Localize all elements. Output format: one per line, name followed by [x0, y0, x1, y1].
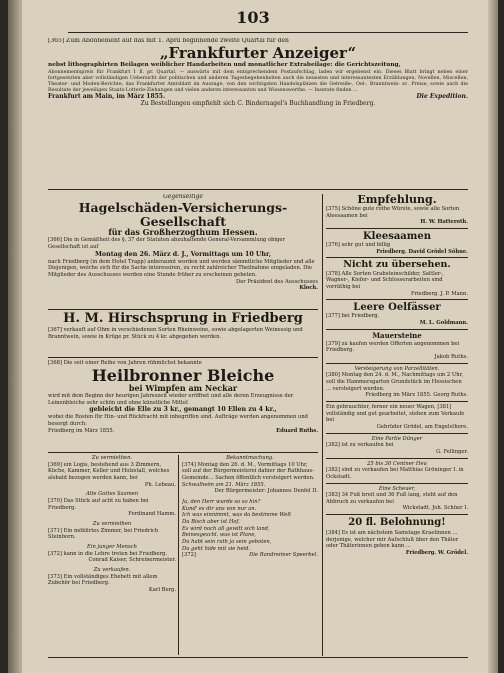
- bleiche-body: wird mit dem Beginn der heurigen Jahreszeit wieder eröffnet und alle deren Erzeugnisse der Leinenbleiche sehr schön und ohne künstliche Mittel: [48, 393, 294, 406]
- scheuer-title: Eine Scheuer,: [378, 485, 416, 492]
- mauersteine-body: [379] zu kaufen werden Offerten angenommen bei Friedberg.: [326, 340, 460, 354]
- divider-1: [48, 309, 318, 310]
- versteigerung-body: [380] Montag den 24. d. M., Nachmittags um 2 Uhr, soll die Hammersgarten Grundstück im Hessischen ... versteigert werden.: [326, 372, 464, 392]
- hirschsprung-title: H. M. Hirschsprung in Friedberg: [63, 312, 303, 326]
- frankfurter-anzeiger-ad: [48, 38, 468, 188]
- poem-number: [372]: [182, 552, 196, 559]
- heu-body: [382] sind zu verkaufen bei Matthias Gröninger I. in Ockstadt.: [326, 467, 464, 480]
- insurance-body: [366] Die in Gemäßheit des §. 37 der Statuten abzuhaltende General-Versammlung obiger Gesellschaft ist auf: [48, 237, 285, 250]
- mauersteine-sign: Jakob Ruths.: [434, 354, 468, 361]
- heu-title: 25 bis 30 Centner Heu: [367, 460, 427, 467]
- duenger-sign: G. Fellinger.: [436, 448, 468, 455]
- bleiche-name: Eduard Ruths.: [276, 427, 318, 434]
- bleiche-title: Heilbronner Bleiche: [91, 365, 275, 385]
- bleiche-intro: [368] Die seit einer Reihe von Jahren rühmlichst bekannte: [48, 360, 202, 366]
- oelfaesser-title: Leere Oelfässer: [353, 302, 441, 314]
- duenger-title: Eine Partie Dünger: [371, 435, 423, 442]
- small-ad-sign: Karl Berg.: [148, 586, 176, 593]
- column-divider: [322, 194, 323, 656]
- small-ads-column: [48, 455, 176, 655]
- small-ad-sign: Ferdinand Hamm.: [128, 511, 176, 518]
- nicht-sign: Friedberg. J. P. Mann.: [410, 290, 468, 297]
- bleiche-body2: wobei die Rosten für Hin- und Rückfracht mit inbegriffen sind. Aufträge werden angenommen und besorgt durch:: [48, 414, 308, 428]
- empfehlung-title: Empfehlung.: [357, 194, 437, 206]
- belohnung-title: 20 fl. Belohnung!: [348, 517, 446, 529]
- bekannt-name: Der Bürgermeister: Johannes Denfel II.: [214, 488, 318, 495]
- empfehlung-body: [375] Schöne gute rothe Würste, sowie alle Sorten Aleesaamen bei: [326, 206, 460, 219]
- insurance-pre: Gegenseitige: [163, 194, 203, 200]
- poem-line: Ich was einnimmt, was da bestimme Welt: [182, 512, 292, 519]
- subcolumn-divider: [178, 455, 179, 655]
- poem-line: Du geht hide mit sie heid.: [182, 545, 251, 552]
- scheuer-sign: Wickstadt. Joh. Schüer I.: [402, 505, 468, 512]
- divider-2: [48, 357, 318, 358]
- bleiche-sub: bei Wimpfen am Neckar: [128, 383, 238, 394]
- book-spine: [8, 0, 22, 673]
- ad-footer: Zu Bestellungen empfiehlt sich C. Bindernagel's Buchhandlung in Friedberg.: [140, 99, 376, 107]
- kleesaamen-title: Kleesaamen: [362, 231, 432, 243]
- small-ad-text: [373] Ein vollständiges Ehebett mit allem Zubehör bei Friedberg.: [48, 573, 158, 587]
- top-divider: [48, 189, 468, 190]
- small-ad-text: [372] kann in die Lehre treten bei Friedberg.: [48, 550, 168, 557]
- kleesaamen-sign: Friedberg. David Grödel Söhne.: [376, 248, 468, 255]
- bekanntmachung-block: [182, 455, 318, 655]
- versteigerung-title: Versteigerung von Parzellitäten.: [354, 365, 440, 372]
- small-ad-text: [369] ein Logis, bestehend aus 3 Zimmern, Küche, Kammer, Keller und Holzstall, welches alsbald bezogen werden kann, bei: [48, 461, 170, 481]
- scheuer-body: [383] 34 Fuß breit und 36 Fuß lang, steht auf den Abbruch zu verkaufen bei: [326, 492, 458, 505]
- small-ad: [48, 567, 176, 594]
- kleesaamen-ad: [326, 231, 468, 255]
- small-ad-sign: Conrad Kaiser, Schreinermeister.: [88, 557, 176, 564]
- insurance-body2: nach Friedberg (in dem Hotel Trapp) anberaumt worden und werden sämmtliche Mitglieder und alle Diejenigen, welche sich für die Sache interessiren, zu recht zahlreicher Theilnahme eingeladen. Die Mitglieder des Ausschusses werden eine Stunde früher zu erscheinen gebeten.: [48, 258, 315, 278]
- header-rule: [68, 32, 468, 33]
- page-edge: [488, 0, 498, 673]
- versteigerung-sign: Friedberg im März 1855. Georg Ruths.: [365, 392, 468, 399]
- oelfaesser-sign: M. L. Goldmann.: [419, 320, 468, 327]
- small-ad-sign: Ph. Lebeau.: [144, 481, 176, 488]
- kleesaamen-body: [376] sehr gut und billig: [326, 242, 391, 249]
- small-ad: [48, 455, 176, 488]
- small-ad-head: Zu vermiethen.: [91, 455, 133, 461]
- wagen-sign: Gebrüder Grödel, am Engelsthore.: [376, 423, 468, 430]
- insurance-date: Montag den 26. März d. J., Vormittags um 10 Uhr,: [94, 250, 272, 258]
- insurance-sign: Der Präsident des Ausschusses: [236, 278, 318, 285]
- small-ad-head: Alte Gottes Saamen: [85, 491, 139, 498]
- poem-line: Kund' es dir uns von nur an.: [182, 505, 257, 512]
- wagen-ad: [326, 404, 468, 431]
- oelfaesser-ad: [326, 302, 468, 326]
- small-ad: [48, 544, 176, 564]
- bekannt-head: Bekanntmachung.: [226, 455, 274, 461]
- duenger-ad: [326, 436, 468, 456]
- wagen-body: Ein gebrauchter, ferner ein neuer Wagen, [381] vollständig und gut gearbeitet, stehen zum Verkaufe bei: [326, 403, 465, 424]
- divider-3: [48, 452, 318, 453]
- empfehlung-sign: H. W. Hatteroth.: [420, 219, 468, 226]
- small-ad-head: Ein junger Mensch: [87, 543, 137, 550]
- poem: [182, 499, 318, 552]
- mauersteine-title: Mauersteine: [372, 330, 422, 340]
- belohnung-body: [384] Es ist am nächstem Samstage Kraelinnen ... derjenige, welcher mir Aufschluß über den Thäter oder Thäterinnen geben kann ...: [326, 529, 459, 550]
- small-ad: [48, 491, 176, 518]
- small-ad-head: Zu vermiethen: [92, 520, 132, 527]
- bleiche-price: gebleicht die Elle zu 3 kr., gemangt 10 Ellen zu 4 kr.,: [89, 406, 277, 414]
- ad-subtitle: nebst lithographirten Beilagen weiblicher Handarbeiten und monatlicher Extrabeilage: die Gerichtszeitung,: [48, 62, 401, 69]
- poem-line: Du habt sein rath ja sein geboten,: [182, 538, 272, 545]
- poem-line: Es wird noch all gewitt sich land,: [182, 525, 270, 532]
- ad-title: „Frankfurter Anzeiger“: [159, 43, 357, 62]
- hirschsprung-body: [367] verkauft auf Ohm in verschiedenen Sorten Rheinweine, sowie abgelagerten Weinessig und Branntwein, sowie in Krüge pr. Stück zu 4 kr. abgegeben werden.: [48, 326, 303, 340]
- poem-sign: Die Randreimer Speerbel.: [249, 552, 318, 559]
- empfehlung-ad: [326, 194, 468, 226]
- small-ad-text: [371] Ein möblirtes Zimmer, bei Friedrich Steinborn.: [48, 527, 159, 541]
- insurance-name: Kloch.: [299, 285, 318, 292]
- duenger-body: [382] ist zu verkaufen bei: [326, 442, 394, 449]
- versteigerung-ad: [326, 366, 468, 399]
- nicht-title: Nicht zu übersehen.: [343, 259, 451, 271]
- ad-expedition: Die Expedition.: [416, 93, 468, 101]
- belohnung-sign: Friedberg. W. Grödel.: [405, 549, 468, 556]
- oelfaesser-body: [377] bei Friedberg.: [326, 313, 380, 320]
- heu-ad: [326, 461, 468, 481]
- scheuer-ad: [326, 486, 468, 513]
- ad-intro: [365] Zum Abonnement auf das mit 1. April beginnende zweite Quartal für den: [48, 38, 289, 44]
- bleiche-ad: [48, 360, 318, 450]
- insurance-sub: für das Großherzogthum Hessen.: [108, 227, 258, 238]
- bottom-rule: [48, 657, 468, 658]
- nicht-body: [378] Alle Sorten Grabsteinschilder, Sattler-, Wagner-, Kiefer- und Schlosserarbeiten sind vorräthig bei: [326, 270, 444, 291]
- hirschsprung-ad: [48, 312, 318, 356]
- poem-line: Ja, den Herr wurde so so hin?: [182, 498, 261, 505]
- bekannt-place: Schwalheim am 21. März 1855.: [182, 481, 266, 488]
- insurance-title: Hagelschäden-Versicherungs-Gesellschaft: [78, 199, 288, 229]
- ad-body: Abonnementspreis für Frankfurt 1 fl. pr. Quartal, — auswärts mit dem entsprechendem Postaufschlag, laden wir ergebenst ein. Dieses Blatt bringt neben einer fortgesetzten aber vollständigen Uebersicht der politischen und anderen Tagesbegebenheiten auch die neuesten und interessantesten Erzählungen, Novellen, Miscellen, Theater- und Moden-Berichte, das Frankfurter Amtsblatt im Auszuge, von den wichtigsten Handelsplätzen die Getreide-, Oel-, Branntwein- zc. Preise, sowie auch die Resultate der jeweiligen Staats-Lotterie-Ziehungen und vielen anderen interessanten und Wissenswerthe. — Inserate finden ...: [48, 69, 468, 93]
- poem-line: Beinesgeschl. was ist Plane,: [182, 532, 257, 539]
- nicht-uebersehen-ad: [326, 260, 468, 297]
- right-column: [326, 194, 468, 656]
- small-ad-head: Zu verkaufen.: [93, 566, 131, 573]
- bleiche-place: Friedberg im März 1855.: [48, 427, 115, 434]
- newspaper-page: [8, 0, 498, 673]
- mauersteine-ad: [326, 332, 468, 361]
- page-number: 103: [236, 8, 270, 27]
- ad-place: Frankfurt am Main, im März 1855.: [48, 93, 166, 101]
- small-ad-text: [370] Das Stück auf acht zu haben bei Friedberg.: [48, 497, 149, 511]
- insurance-ad: [48, 194, 318, 307]
- poem-line: Du Bisch aber ist Hof.: [182, 518, 240, 525]
- bekannt-body: [374] Montag den 26. d. M., Vormittags 10 Uhr, soll auf der Bürgermeisterei dahier der Rathhaus-Gemeinde... Sachen öffentlich versteigert werden.: [182, 461, 315, 481]
- small-ad: [48, 521, 176, 541]
- belohnung-ad: [326, 517, 468, 556]
